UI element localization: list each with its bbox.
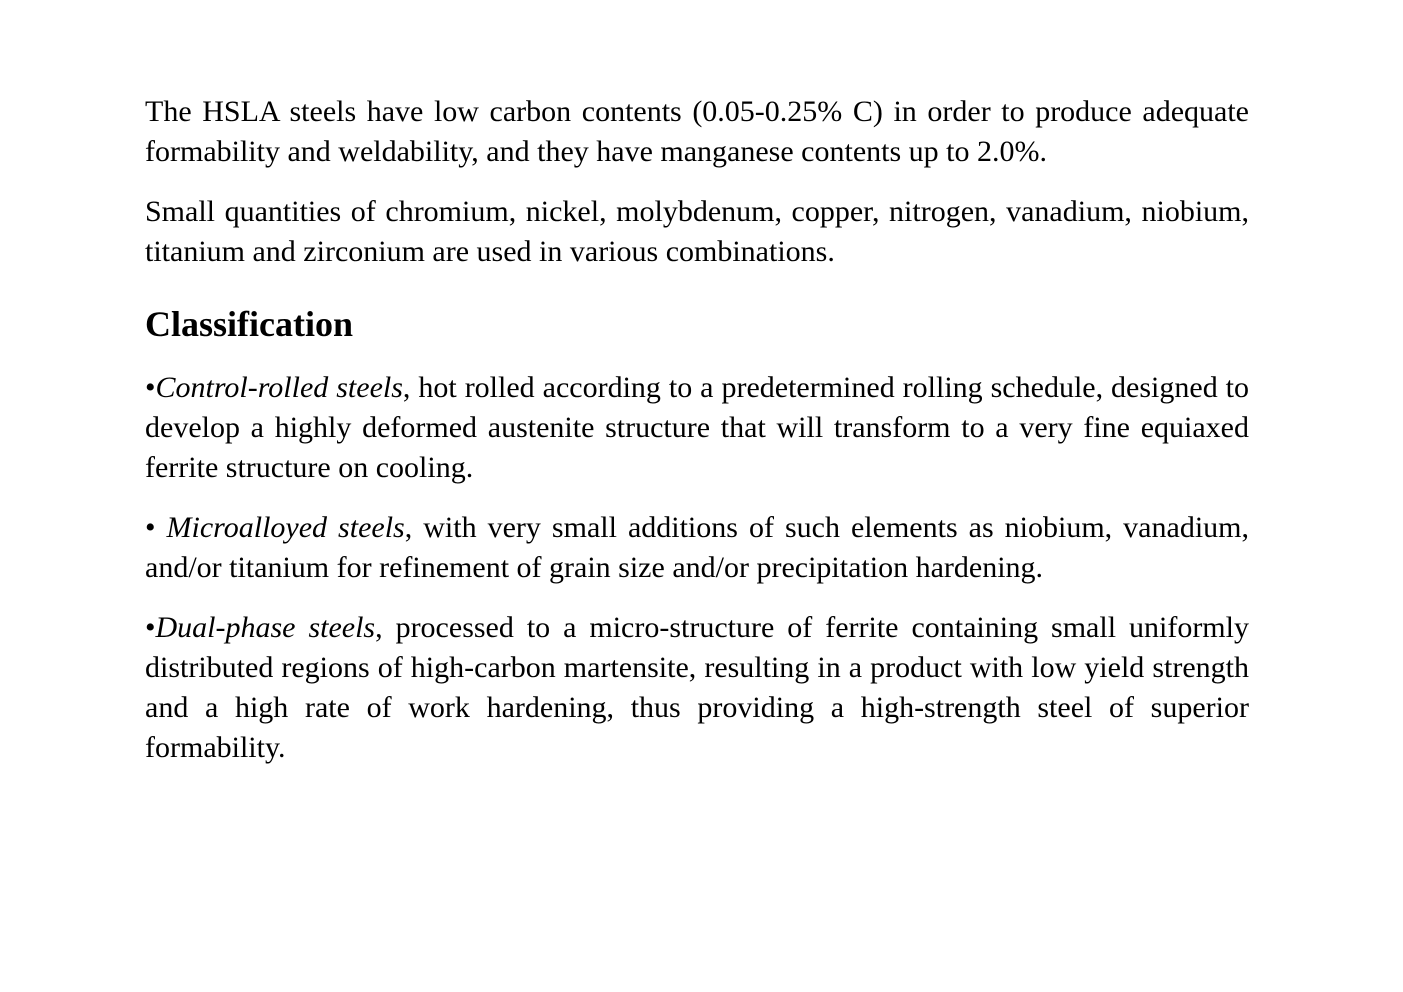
item-term: Control-rolled steels bbox=[155, 371, 403, 404]
item-description: , processed to a micro-structure of ferrite containing small uniformly distributed regions of high-carbon martensite, resulting in a product with low yield strength and a high rate of work hardening, thus providing a high-strength steel of superior formability. bbox=[145, 611, 1249, 764]
bullet: • bbox=[145, 611, 156, 644]
bullet: • bbox=[145, 511, 167, 544]
classification-item-microalloyed bbox=[145, 508, 1249, 588]
intro-paragraph-carbon: The HSLA steels have low carbon contents (0.05-0.25% C) in order to produce adequate formability and weldability, and they have manganese contents up to 2.0%. bbox=[145, 95, 1249, 168]
document-page bbox=[145, 92, 1249, 788]
classification-item-control-rolled bbox=[145, 368, 1249, 488]
item-description: , hot rolled according to a predetermined rolling schedule, designed to develop a highly deformed austenite structure that will transform to a very fine equiaxed ferrite structure on cooling. bbox=[145, 371, 1250, 484]
section-heading: Classification bbox=[145, 304, 354, 344]
item-term: Microalloyed steels bbox=[166, 511, 405, 544]
item-description: , with very small additions of such elements as niobium, vanadium, and/or titanium for refinement of grain size and/or precipitation hardening. bbox=[145, 511, 1249, 584]
item-term: Dual-phase steels bbox=[155, 611, 376, 644]
bullet: • bbox=[145, 371, 156, 404]
intro-paragraph-alloys: Small quantities of chromium, nickel, molybdenum, copper, nitrogen, vanadium, niobium, titanium and zirconium are used in various combinations. bbox=[145, 195, 1249, 268]
classification-item-dual-phase bbox=[145, 608, 1249, 768]
